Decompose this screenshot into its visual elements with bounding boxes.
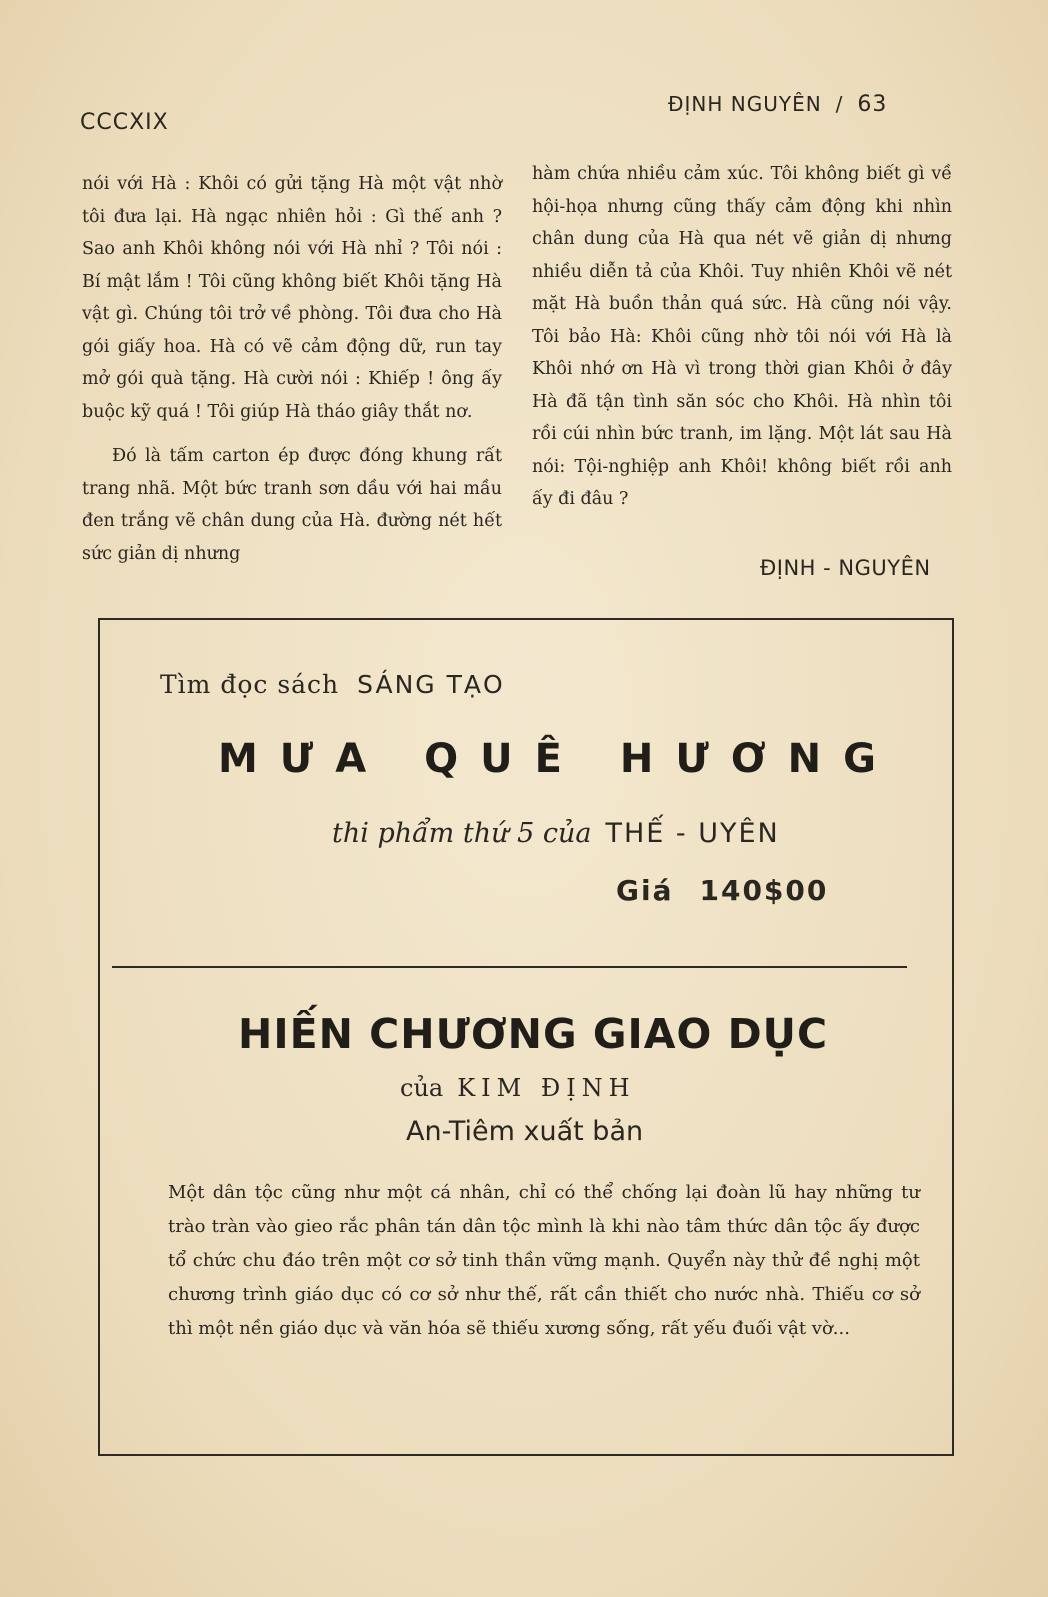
ad-divider — [112, 966, 907, 968]
article-right-column — [532, 158, 952, 516]
ad2-book-title: HIẾN CHƯƠNG GIAO DỤC — [238, 1010, 829, 1058]
article-left-column — [82, 168, 502, 570]
ad1-book-title: MƯA QUÊ HƯƠNG — [218, 736, 898, 782]
ad2-publisher: An-Tiêm xuất bản — [406, 1116, 644, 1147]
price-value: 140$00 — [699, 874, 829, 907]
header-author: ĐỊNH NGUYÊN — [668, 92, 822, 116]
article-paragraph: hàm chứa nhiều cảm xúc. Tôi không biết gì về hội-họa nhưng cũng thấy cảm động khi nhìn chân dung của Hà qua nét vẽ giản dị nhưng nhiều diễn tả của Khôi. Tuy nhiên Khôi vẽ nét mặt Hà buồn thản quá sức. Hà cũng nói vậy. Tôi bảo Hà: Khôi cũng nhờ tôi nói với Hà là Khôi nhớ ơn Hà vì trong thời gian Khôi ở đây Hà đã tận tình săn sóc cho Khôi. Hà nhìn tôi rồi cúi nhìn bức tranh, im lặng. Một lát sau Hà nói: Tội-nghiệp anh Khôi! không biết rồi anh ấy đi đâu ? — [532, 164, 952, 509]
page-number: 63 — [857, 92, 888, 117]
ad1-subtitle-line — [332, 818, 780, 849]
header-separator: / — [835, 92, 844, 116]
article-paragraph: nói với Hà : Khôi có gửi tặng Hà một vật nhờ tôi đưa lại. Hà ngạc nhiên hỏi : Gì thế anh ? Sao anh Khôi không nói với Hà nhỉ ? Tôi nói : Bí mật lắm ! Tôi cũng không biết Khôi tặng Hà vật gì. Chúng tôi trở về phòng. Tôi đưa cho Hà gói giấy hoa. Hà có vẽ cảm động dữ, run tay mở gói quà tặng. Hà cười nói : Khiếp ! ông ấy buộc kỹ quá ! Tôi giúp Hà tháo giây thắt nơ. — [82, 174, 502, 422]
running-header — [668, 92, 887, 117]
ad1-intro: Tìm đọc sách — [160, 670, 340, 699]
ad2-by: của — [400, 1074, 444, 1102]
ad1-subtitle: thi phẩm thứ 5 của — [332, 818, 592, 849]
article-paragraph: Đó là tấm carton ép được đóng khung rất trang nhã. Một bức tranh sơn dầu với hai mầu đen trắng vẽ chân dung của Hà. đường nét hết sức giản dị nhưng — [82, 446, 502, 564]
section-number: CCCXIX — [80, 110, 169, 135]
ad2-author: KIM ĐỊNH — [457, 1074, 636, 1102]
ad1-intro-line — [160, 670, 505, 699]
price-label: Giá — [616, 874, 674, 907]
ad1-author: THẾ - UYÊN — [605, 818, 780, 849]
ad1-publisher: SÁNG TẠO — [357, 670, 505, 699]
article-signature: ĐỊNH - NGUYÊN — [760, 556, 931, 580]
ad1-price — [616, 874, 828, 907]
ad2-description: Một dân tộc cũng như một cá nhân, chỉ có thể chống lại đoàn lũ hay những tư trào tràn vào gieo rắc phân tán dân tộc mình là khi nào tâm thức dân tộc ấy được tổ chức chu đáo trên một cơ sở tinh thần vững mạnh. Quyển này thử đề nghị một chương trình giáo dục có cơ sở như thế, rất cần thiết cho nước nhà. Thiếu cơ sở thì một nền giáo dục và văn hóa sẽ thiếu xương sống, rất yếu đuối vật vờ... — [168, 1182, 920, 1339]
ad2-author-line — [400, 1074, 636, 1102]
